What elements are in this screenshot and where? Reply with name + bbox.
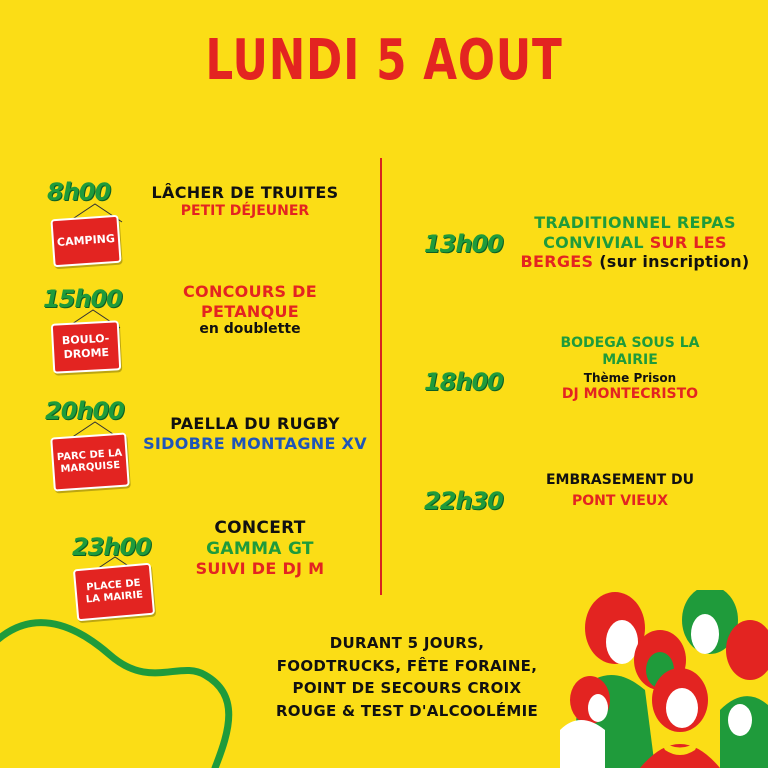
footer-line: POINT DE SECOURS CROIX <box>292 679 522 697</box>
event-title: CONVIVIAL <box>543 232 650 252</box>
event-time: 15h00 <box>43 285 122 313</box>
event-time: 18h00 <box>424 368 503 396</box>
event-title: TRADITIONNEL REPAS <box>534 213 736 232</box>
sign-label: BOULO- <box>61 332 110 348</box>
sign-label: MARQUISE <box>60 459 121 476</box>
event-title: LÂCHER DE TRUITES <box>151 183 339 202</box>
location-sign <box>50 215 121 268</box>
column-divider <box>380 158 382 595</box>
event-block <box>140 282 360 338</box>
event-block <box>165 518 355 579</box>
location-sign <box>50 432 130 491</box>
event-time: 20h00 <box>45 397 124 425</box>
event-title: PAELLA DU RUGBY <box>170 414 340 433</box>
event-time: 22h30 <box>424 487 503 515</box>
sign-label: DROME <box>63 345 110 362</box>
wave-decoration <box>0 600 270 768</box>
crowd-illustration <box>560 590 768 768</box>
event-detail: (sur inscription) <box>599 252 750 272</box>
event-block <box>140 414 370 453</box>
footer-line: ROUGE & TEST D'ALCOOLÉMIE <box>275 701 539 720</box>
event-subtitle: DJ MONTECRISTO <box>561 385 699 402</box>
event-time: 23h00 <box>72 533 151 561</box>
footer-info <box>262 632 552 722</box>
event-title: GAMMA GT <box>206 538 314 559</box>
event-detail: Thème Prison <box>583 371 677 386</box>
event-title: BERGES <box>520 252 600 272</box>
event-time: 8h00 <box>47 178 111 206</box>
event-title: CONCOURS DE <box>183 282 317 301</box>
footer-line: FOODTRUCKS, FÊTE FORAINE, <box>276 656 538 675</box>
event-block <box>520 335 740 403</box>
sign-label: PARC DE LA <box>56 447 123 463</box>
event-subtitle: SUIVI DE DJ M <box>195 559 325 579</box>
event-block <box>140 183 350 220</box>
event-time: 13h00 <box>424 230 503 258</box>
event-title: SUR LES <box>649 232 727 252</box>
sign-label: CAMPING <box>56 232 116 250</box>
event-title: BODEGA SOUS LA <box>560 335 700 351</box>
event-title: EMBRASEMENT DU <box>545 472 695 488</box>
event-subtitle: SIDOBRE MONTAGNE XV <box>143 433 367 453</box>
event-detail: en doublette <box>199 321 301 338</box>
footer-line: DURANT 5 JOURS, <box>329 634 485 652</box>
sign-label: LA MAIRIE <box>85 589 144 606</box>
event-title: PETANQUE <box>200 301 300 321</box>
event-block <box>510 213 760 272</box>
event-title: CONCERT <box>214 518 306 538</box>
event-subtitle: PETIT DÉJEUNER <box>180 202 310 219</box>
page-title: LUNDI 5 AOUT <box>205 28 563 93</box>
sign-label: PLACE DE <box>85 577 141 593</box>
location-sign <box>51 320 122 373</box>
event-subtitle: PONT VIEUX <box>571 493 669 510</box>
event-block <box>520 472 720 510</box>
event-title: MAIRIE <box>602 352 658 369</box>
